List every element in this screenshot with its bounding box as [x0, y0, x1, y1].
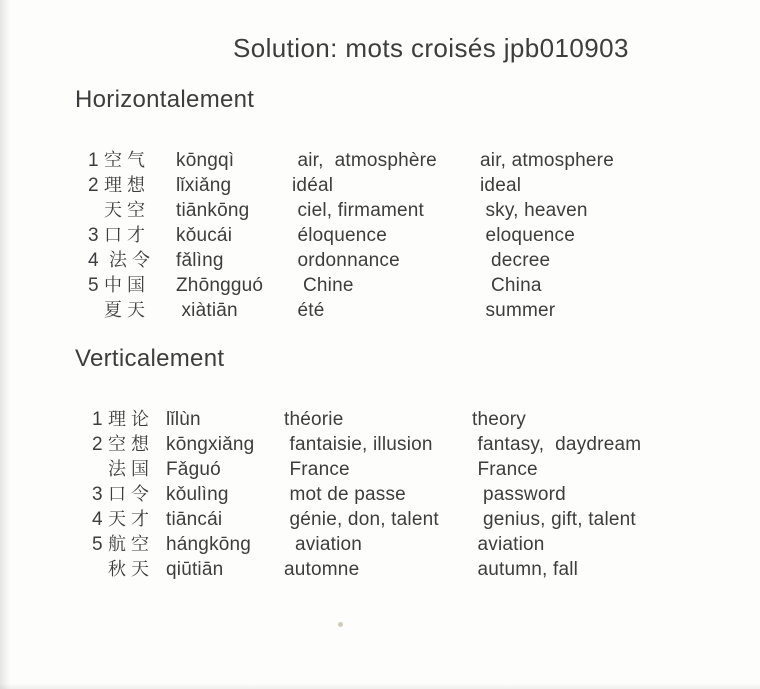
english-translation: autumn, fall [472, 559, 579, 580]
pinyin-text: kōngxiǎng [166, 434, 255, 455]
clue-number [88, 198, 104, 223]
french-translation: génie, don, talent [284, 509, 439, 530]
vocab-row [92, 432, 641, 457]
pinyin-text: fǎlìng [176, 250, 224, 271]
vocab-list [92, 407, 641, 582]
french-translation: théorie [284, 409, 344, 430]
vocab-row [88, 223, 614, 248]
vocab-row [88, 298, 614, 323]
clue-number [92, 557, 108, 582]
hanzi-word: 口 令 [108, 484, 150, 504]
vocab-row [88, 198, 614, 223]
french-translation: fantaisie, illusion [284, 434, 433, 455]
hanzi-word: 理 论 [108, 409, 150, 429]
pinyin-text: hángkōng [166, 534, 252, 555]
clue-number: 1 [92, 409, 103, 430]
hanzi-word: 法 令 [104, 250, 151, 270]
section-horizontalement [75, 86, 614, 323]
hanzi-word: 夏 天 [104, 300, 146, 320]
pinyin-text: lǐxiǎng [176, 175, 232, 196]
french-translation: été [292, 300, 325, 321]
vocab-row [92, 507, 641, 532]
vocab-row [88, 148, 614, 173]
french-translation: aviation [284, 534, 363, 555]
vocab-row [92, 557, 641, 582]
english-translation: fantasy, daydream [472, 434, 642, 455]
clue-number [88, 298, 104, 323]
hanzi-word: 空 气 [104, 150, 146, 170]
english-translation: China [480, 275, 542, 296]
english-translation: ideal [480, 175, 522, 196]
pinyin-text: Fǎguó [166, 459, 221, 480]
english-translation: summer [480, 300, 556, 321]
french-translation: éloquence [292, 225, 387, 246]
vocab-row [92, 482, 641, 507]
pinyin-text: tiāncái [166, 509, 223, 530]
french-translation: automne [284, 559, 360, 580]
clue-number: 4 [88, 250, 99, 271]
section-heading: Horizontalement [75, 86, 255, 113]
clue-number: 2 [92, 434, 103, 455]
english-translation: genius, gift, talent [472, 509, 636, 530]
vocab-row [88, 248, 614, 273]
scan-speck [338, 622, 343, 627]
english-translation: sky, heaven [480, 200, 588, 221]
french-translation: Chine [292, 275, 354, 296]
clue-number: 5 [88, 275, 99, 296]
hanzi-word: 空 想 [108, 434, 150, 454]
pinyin-text: tiānkōng [176, 200, 250, 221]
pinyin-text: kǒulìng [166, 484, 229, 505]
clue-number: 4 [92, 509, 103, 530]
hanzi-word: 法 国 [108, 459, 150, 479]
vocab-row [92, 407, 641, 432]
vocab-row [92, 532, 641, 557]
vocab-list [88, 148, 614, 323]
pinyin-text: qiūtiān [166, 559, 224, 580]
pinyin-text: Zhōngguó [176, 275, 264, 296]
french-translation: mot de passe [284, 484, 406, 505]
french-translation: France [284, 459, 350, 480]
clue-number: 3 [92, 484, 103, 505]
clue-number: 5 [92, 534, 103, 555]
section-verticalement [75, 345, 641, 582]
clue-number: 2 [88, 175, 99, 196]
french-translation: idéal [292, 175, 334, 196]
french-translation: air, atmosphère [292, 150, 437, 171]
hanzi-word: 中 国 [104, 275, 146, 295]
hanzi-word: 天 才 [108, 509, 150, 529]
document-title: Solution: mots croisés jpb010903 [233, 33, 629, 63]
pinyin-text: lǐlùn [166, 409, 201, 430]
scan-edge-shadow [0, 0, 10, 689]
hanzi-word: 秋 天 [108, 559, 150, 579]
vocab-row [88, 173, 614, 198]
english-translation: eloquence [480, 225, 575, 246]
french-translation: ordonnance [292, 250, 400, 271]
hanzi-word: 航 空 [108, 534, 150, 554]
pinyin-text: kǒucái [176, 225, 233, 246]
english-translation: theory [472, 409, 527, 430]
hanzi-word: 理 想 [104, 175, 146, 195]
pinyin-text: xiàtiān [176, 300, 238, 321]
hanzi-word: 天 空 [104, 200, 146, 220]
clue-number: 1 [88, 150, 99, 171]
scan-bottom-shadow [0, 683, 760, 689]
vocab-row [92, 457, 641, 482]
clue-number [92, 457, 108, 482]
english-translation: France [472, 459, 538, 480]
hanzi-word: 口 才 [104, 225, 146, 245]
english-translation: password [472, 484, 566, 505]
section-heading: Verticalement [75, 345, 225, 372]
pinyin-text: kōngqì [176, 150, 235, 171]
vocab-row [88, 273, 614, 298]
french-translation: ciel, firmament [292, 200, 425, 221]
english-translation: decree [480, 250, 551, 271]
english-translation: aviation [472, 534, 545, 555]
english-translation: air, atmosphere [480, 150, 614, 171]
clue-number: 3 [88, 225, 99, 246]
